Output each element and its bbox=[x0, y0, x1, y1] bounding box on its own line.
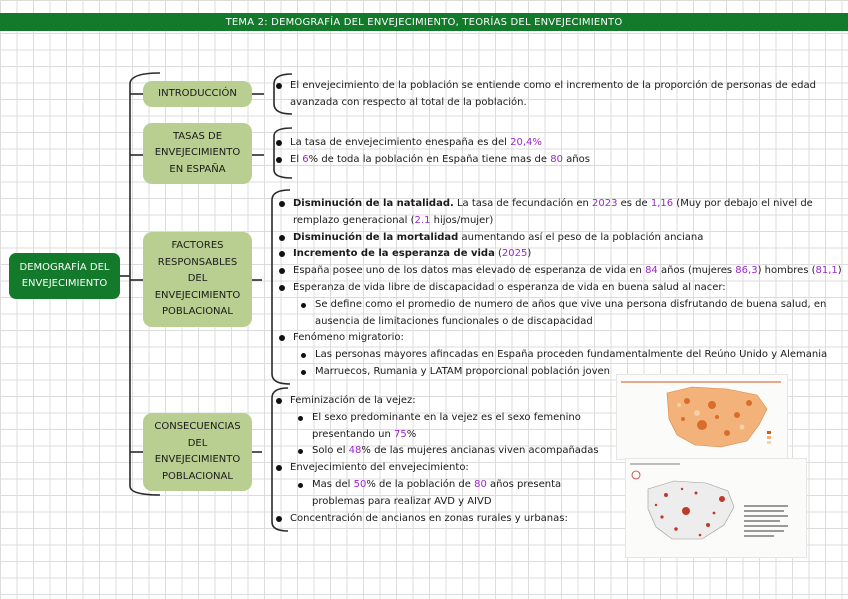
tasas-text bbox=[274, 135, 590, 169]
list-item: Feminización de la vejez: bbox=[274, 393, 599, 410]
root-node: DEMOGRAFÍA DEL ENVEJECIMIENTO bbox=[9, 253, 120, 299]
list-item: Disminución de la natalidad. La tasa de fecundación en 2023 es de 1,16 (Muy por debajo el nivel de bbox=[277, 196, 842, 213]
list-item: El envejecimiento de la población se entiende como el incremento de la proporción de personas de edad bbox=[274, 78, 816, 95]
spain-map-dots-graphic bbox=[626, 459, 806, 557]
spain-aging-map-image bbox=[616, 374, 788, 460]
list-item: Esperanza de vida libre de discapacidad o esperanza de vida en buena salud al nacer: bbox=[277, 280, 842, 297]
list-item: Envejecimiento del envejecimiento: bbox=[274, 460, 599, 477]
page-title: TEMA 2: DEMOGRAFÍA DEL ENVEJECIMIENTO, TEORÍAS DEL ENVEJECIMIENTO bbox=[0, 13, 848, 31]
list-item: España posee uno de los datos mas elevado de esperanza de vida en 84 años (mujeres 86,3) hombres (81,1) bbox=[277, 263, 842, 280]
branch-consecuencias: CONSECUENCIAS DEL ENVEJECIMIENTO POBLACIONAL bbox=[143, 413, 252, 491]
list-item: Concentración de ancianos en zonas rurales y urbanas: bbox=[274, 511, 599, 528]
list-item: Disminución de la mortalidad aumentando así el peso de la población anciana bbox=[277, 230, 842, 247]
list-item: El 6% de toda la población en España tiene mas de 80 años bbox=[274, 152, 590, 169]
list-item: Las personas mayores afincadas en España proceden fundamentalmente del Reúno Unido y Alemania bbox=[277, 347, 842, 364]
list-item: Fenómeno migratorio: bbox=[277, 330, 842, 347]
branch-introduccion: INTRODUCCIÓN bbox=[143, 81, 252, 107]
list-item: El sexo predominante en la vejez es el sexo femenino bbox=[274, 410, 599, 427]
spain-map-orange-graphic bbox=[617, 375, 787, 459]
list-item: La tasa de envejecimiento enespaña es del 20,4% bbox=[274, 135, 590, 152]
list-item: Solo el 48% de las mujeres ancianas viven acompañadas bbox=[274, 443, 599, 460]
spain-dot-map-image bbox=[625, 458, 807, 558]
branch-tasas: TASAS DE ENVEJECIMIENTO EN ESPAÑA bbox=[143, 123, 252, 184]
intro-text: El envejecimiento de la población se entiende como el incremento de la proporción de personas de edad avanzada con respecto al total de la población. bbox=[274, 78, 816, 112]
consecuencias-text: Feminización de la vejez: El sexo predominante en la vejez es el sexo femenino presentando un 75% Solo el 48% de las mujeres ancianas viven acompañadas Envejecimiento del envejecimiento: Mas del 50% de la población de 80 años presenta problemas para realizar AVD y AIVD Concentración de ancianos en zonas rurales y urbanas: bbox=[274, 393, 599, 527]
list-item: Mas del 50% de la población de 80 años presenta bbox=[274, 477, 599, 494]
list-item: Marruecos, Rumania y LATAM proporcional población joven bbox=[277, 364, 842, 381]
branch-factores: FACTORES RESPONSABLES DEL ENVEJECIMIENTO POBLACIONAL bbox=[143, 232, 252, 327]
list-item: Incremento de la esperanza de vida (2025) bbox=[277, 246, 842, 263]
factores-text: Disminución de la natalidad. La tasa de fecundación en 2023 es de 1,16 (Muy por debajo el nivel de remplazo generacional (2.1 hijos/mujer) Disminución de la mortalidad aumentando así el peso de la población anciana Incremento de la esperanza de vida (2025) España posee uno de los datos mas elevado de esperanza de vida en 84 años (mujeres 86,3) hombres (81,1) Esperanza de vida libre de discapacidad o esperanza de vida en buena salud al nacer: Se define como el promedio de numero de años que vive una persona disfrutando de buena salud, en ausencia de limitaciones funcionales o de discapacidad Fenómeno migratorio: Las personas mayores afincadas en España proceden fundamentalmente del Reúno Unido y Alemania Marruecos, Rumania y LATAM proporcional población joven bbox=[277, 196, 842, 381]
list-item: Se define como el promedio de numero de años que vive una persona disfrutando de buena salud, en bbox=[277, 297, 842, 314]
